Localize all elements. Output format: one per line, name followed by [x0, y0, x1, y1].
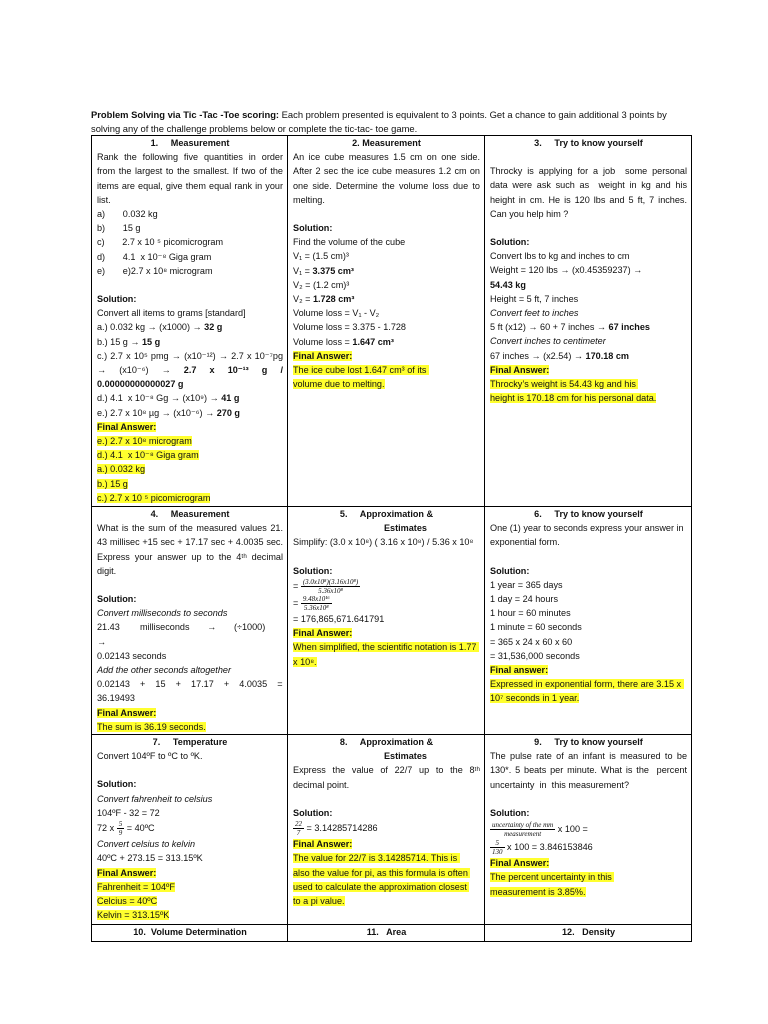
solution-step: Convert all items to grams [standard]	[97, 308, 246, 319]
table-row	[92, 136, 692, 507]
problem-prompt: An ice cube measures 1.5 cm on one side. After 2 sec the ice cube measures 1.2 cm on one side. Determine the volume loss due to melting.	[293, 152, 483, 205]
solution-step	[97, 335, 283, 349]
fraction-denominator: 130	[492, 848, 503, 857]
solution-label: Solution:	[97, 594, 137, 605]
fraction-numerator: (3.0x10⁸)(3.16x10⁸)	[302, 577, 359, 586]
solution-step: = 365 x 24 x 60 x 60	[490, 636, 573, 647]
fraction-numerator: 9.48x10¹⁶	[302, 595, 330, 603]
solution-step	[97, 320, 283, 334]
solution-step	[97, 820, 283, 837]
solution-step: 1 minute = 60 seconds	[490, 622, 582, 633]
step-result: 41 g	[221, 393, 240, 404]
solution-step: 36.19493	[97, 693, 135, 704]
intro-text: Each problem presented is equivalent to 3 points. Get a chance to gain additional 3 points by solving any of the challenge problems below or complete the tic-tac- toe game.	[91, 109, 667, 134]
fraction-denominator: measurement	[504, 830, 542, 839]
solution-step: Height = 5 ft, 7 inches	[490, 293, 579, 304]
step-result: 1.647 cm³	[352, 336, 394, 347]
solution-step: Volume loss = 3.375 - 1.728	[293, 322, 406, 333]
cell-title: 7. Temperature	[152, 737, 228, 748]
problem-prompt: Throcky is applying for a job some personal data were ask such as weight in kg and his height in cm. He is 120 lbs and 5 ft, 7 inches. Can you help him ?	[490, 166, 690, 219]
tic-tac-toe-table	[91, 135, 692, 942]
final-answer-label: Final Answer:	[293, 350, 353, 361]
final-answer-line: The percent uncertainty in this measurement is 3.85%.	[490, 872, 615, 897]
final-answer-line: c.) 2.7 x 10 ⁵ picomicrogram	[97, 492, 211, 503]
solution-step	[490, 838, 687, 856]
step-result: 270 g	[216, 407, 240, 418]
solution-step: 21.43 milliseconds → (÷1000) →	[97, 622, 281, 647]
fraction	[301, 595, 332, 612]
step-text: e.) 2.7 x 10⁸ µg → (x10⁻⁶) →	[97, 407, 217, 418]
step-text: 72 x	[97, 823, 117, 834]
solution-step	[490, 820, 687, 838]
step-text: d.) 4.1 x 10⁻⁸ Gg → (x10⁹) →	[97, 393, 222, 404]
step-result: 1.728 cm³	[312, 294, 355, 305]
final-answer-label: Final Answer:	[97, 421, 157, 432]
step-text: 67 inches → (x2.54) →	[490, 350, 586, 361]
final-answer-line: Throcky’s weight is 54.43 kg and his height is 170.18 cm for his personal data.	[490, 379, 657, 404]
solution-label: Solution:	[293, 807, 333, 818]
solution-step: Add the other seconds altogether	[97, 665, 231, 676]
final-answer-line: The ice cube lost 1.647 cm³ of its volume due to melting.	[293, 365, 429, 390]
final-answer-label: Final Answer:	[293, 839, 353, 850]
solution-step: 1 year = 365 days	[490, 579, 563, 590]
step-result: 3.375 cm³	[312, 265, 354, 276]
option-a: a) 0.032 kg	[97, 209, 158, 220]
final-answer-line: Expressed in exponential form, there are 3.15 x 10⁷ seconds in 1 year.	[490, 679, 684, 704]
solution-step	[293, 335, 480, 349]
solution-step: V₂ = (1.2 cm)³	[293, 279, 350, 290]
cell-problem-4	[92, 507, 288, 735]
step-text: = 40ºC	[124, 823, 155, 834]
intro-paragraph	[91, 108, 691, 136]
step-text: Volume loss =	[293, 336, 353, 347]
cell-problem-12	[485, 925, 692, 942]
solution-step: 104ºF - 32 = 72	[97, 807, 160, 818]
final-answer-label: Final Answer:	[97, 867, 157, 878]
cell-title: 3. Try to know yourself	[534, 138, 643, 148]
solution-step: 0.02143 + 15 + 17.17 + 4.0035 =	[97, 679, 283, 690]
step-result: 2.7 x 10⁻¹³ g / 0.00000000000027 g	[97, 365, 289, 390]
cell-problem-10	[92, 925, 288, 942]
option-d: d) 4.1 x 10⁻⁸ Giga gram	[97, 251, 212, 262]
cell-title: 4. Measurement	[150, 509, 230, 519]
final-answer-label: Final Answer:	[97, 707, 157, 718]
solution-step: Convert celsius to kelvin	[97, 839, 196, 850]
problem-prompt: The pulse rate of an infant is measured to be 130*. 5 beats per minute. What is the percent uncertainty in this measurement?	[490, 751, 693, 790]
solution-step: = 31,536,000 seconds	[490, 650, 580, 661]
final-answer-line: Fahrenheit = 104ºF	[97, 881, 175, 892]
final-answer-line: d.) 4.1 x 10⁻⁸ Giga gram	[97, 450, 199, 461]
step-text: V₂ =	[293, 294, 313, 305]
fraction	[490, 821, 555, 838]
step-text: x 100 =	[555, 824, 588, 835]
solution-label: Solution:	[490, 807, 530, 818]
solution-label: Solution:	[490, 565, 530, 576]
cell-problem-8	[288, 735, 485, 925]
step-text: = 3.14285714286	[304, 823, 378, 834]
fraction	[293, 820, 304, 837]
table-row	[92, 735, 692, 925]
cell-title: 5. Approximation & Estimates	[339, 509, 434, 534]
final-answer-label: Final answer:	[490, 665, 549, 676]
cell-title: 12. Density	[561, 927, 616, 938]
solution-step: Convert milliseconds to seconds	[97, 608, 228, 619]
solution-step: = $\frac{\text{9.48x10¹⁶}}{\text{5.36x10⁸}}$	[293, 595, 330, 612]
final-answer-line: Celcius = 40ºC	[97, 895, 158, 906]
step-result: 67 inches	[608, 322, 650, 333]
step-text: a.) 0.032 kg → (x1000) →	[97, 322, 205, 333]
cell-problem-6	[485, 507, 692, 735]
solution-step: Convert feet to inches	[490, 308, 579, 319]
fraction-denominator: 5.36x10⁸	[318, 586, 343, 595]
solution-step	[97, 349, 289, 392]
step-text: 5 ft (x12) → 60 + 7 inches →	[490, 322, 609, 333]
cell-title: 11. Area	[366, 927, 407, 938]
table-row	[92, 507, 692, 735]
solution-step: Convert lbs to kg and inches to cm	[490, 251, 630, 262]
solution-step: Weight = 120 lbs → (x0.45359237) →	[490, 265, 643, 276]
cell-problem-7	[92, 735, 288, 925]
fraction-numerator: uncertainty of the mm	[492, 821, 554, 830]
solution-step	[293, 264, 480, 278]
solution-step: Convert fahrenheit to celsius	[97, 793, 213, 804]
solution-label: Solution:	[293, 223, 333, 234]
cell-problem-1	[92, 136, 288, 507]
solution-step: 40ºC + 273.15 = 313.15ºK	[97, 853, 203, 864]
problem-prompt: What is the sum of the measured values 21. 43 millisec +15 sec + 17.17 sec + 4.0035 sec. Express your answer up to the 4ᵗʰ decimal digit.	[97, 523, 286, 576]
final-answer-line: When simplified, the scientific notation is 1.77 x 10⁸.	[293, 642, 480, 667]
final-answer-label: Final Answer:	[490, 364, 550, 375]
step-result: 54.43 kg	[490, 279, 526, 290]
cell-problem-2	[288, 136, 485, 507]
solution-step: = $\frac{\text{(3.0x10⁸)(3.16x10⁸)}}{\text{5.36x10⁸}}$	[293, 577, 359, 595]
step-result: 32 g	[204, 322, 223, 333]
solution-step: Find the volume of the cube	[293, 237, 406, 248]
solution-step: 1 day = 24 hours	[490, 594, 558, 605]
step-text: c.) 2.7 x 10⁵ pmg → (x10⁻¹²) → 2.7 x 10⁻⁷pg → (x10⁻⁶) →	[97, 350, 289, 376]
fraction	[301, 578, 360, 595]
step-result: 15 g	[142, 336, 161, 347]
solution-step	[490, 349, 687, 363]
solution-step	[97, 391, 283, 405]
cell-title: 2. Measurement	[352, 138, 421, 148]
cell-problem-11	[288, 925, 485, 942]
fraction-denominator: 5.36x10⁸	[303, 604, 329, 612]
solution-step: V₁ = (1.5 cm)³	[293, 251, 349, 262]
problem-prompt: Express the value of 22/7 up to the 8ᵗʰ decimal point.	[293, 765, 483, 790]
solution-label: Solution:	[293, 565, 333, 576]
table-row	[92, 925, 692, 942]
cell-title: 6. Try to know yourself	[534, 509, 643, 519]
fraction-denominator: 9	[118, 829, 123, 838]
fraction-denominator: 7	[296, 829, 301, 838]
final-answer-line: b.) 15 g	[97, 478, 128, 489]
problem-prompt: Rank the following five quantities in order from the largest to the smallest. If two of the items are equal, give them equal rank in your list.	[97, 152, 286, 205]
step-result: 170.18 cm	[585, 350, 630, 361]
problem-prompt: Simplify: (3.0 x 10⁸) ( 3.16 x 10⁸) / 5.36 x 10⁸	[293, 537, 474, 548]
option-b: b) 15 g	[97, 223, 141, 234]
cell-title: 10. Volume Determination	[133, 927, 247, 938]
option-e: e) e)2.7 x 10⁸ microgram	[97, 265, 213, 276]
final-answer-line: The value for 22/7 is 3.14285714. This is also the value for pi, as this formula is often used to calculate the approximation closest to a pi value.	[293, 853, 471, 906]
solution-step: Convert inches to centimeter	[490, 336, 606, 347]
final-answer-line: e.) 2.7 x 10⁸ microgram	[97, 436, 192, 447]
solution-step	[293, 292, 480, 306]
solution-step: 1 hour = 60 minutes	[490, 608, 571, 619]
step-text: x 100 = 3.846153846	[504, 842, 593, 853]
solution-label: Solution:	[97, 294, 137, 305]
problem-prompt: Convert 104ºF to ºC to ºK.	[97, 751, 203, 762]
fraction-numerator: 5	[490, 839, 505, 848]
cell-title: 1. Measurement	[150, 138, 230, 148]
fraction	[490, 839, 505, 856]
cell-title: 9. Try to know yourself	[534, 737, 643, 748]
final-answer-label: Final Answer:	[293, 628, 353, 639]
solution-label: Solution:	[97, 779, 137, 790]
final-answer-line: a.) 0.032 kg	[97, 464, 146, 475]
cell-title: 8. Approximation & Estimates	[339, 737, 434, 762]
solution-step	[293, 820, 480, 837]
option-c: c) 2.7 x 10 ⁵ picomicrogram	[97, 237, 224, 248]
solution-step	[97, 406, 283, 420]
cell-problem-9	[485, 735, 692, 925]
fraction-numerator: 5	[118, 820, 123, 829]
cell-problem-3	[485, 136, 692, 507]
problem-prompt: One (1) year to seconds express your answer in exponential form.	[490, 523, 687, 548]
final-answer-line: Kelvin = 313.15ºK	[97, 910, 170, 921]
step-text: V₁ =	[293, 265, 313, 276]
solution-step: 0.02143 seconds	[97, 650, 167, 661]
fraction-numerator: 22	[295, 820, 302, 829]
final-answer-line: The sum is 36.19 seconds.	[97, 721, 206, 732]
final-answer-label: Final Answer:	[490, 858, 550, 869]
solution-step: = 176,865,671.641791	[293, 614, 385, 624]
cell-problem-5	[288, 507, 485, 735]
solution-label: Solution:	[490, 237, 530, 248]
intro-bold-label: Problem Solving via Tic -Tac -Toe scoring:	[91, 109, 280, 120]
solution-step: Volume loss = V₁ - V₂	[293, 308, 380, 319]
solution-step	[490, 320, 687, 334]
step-text: b.) 15 g →	[97, 336, 142, 347]
